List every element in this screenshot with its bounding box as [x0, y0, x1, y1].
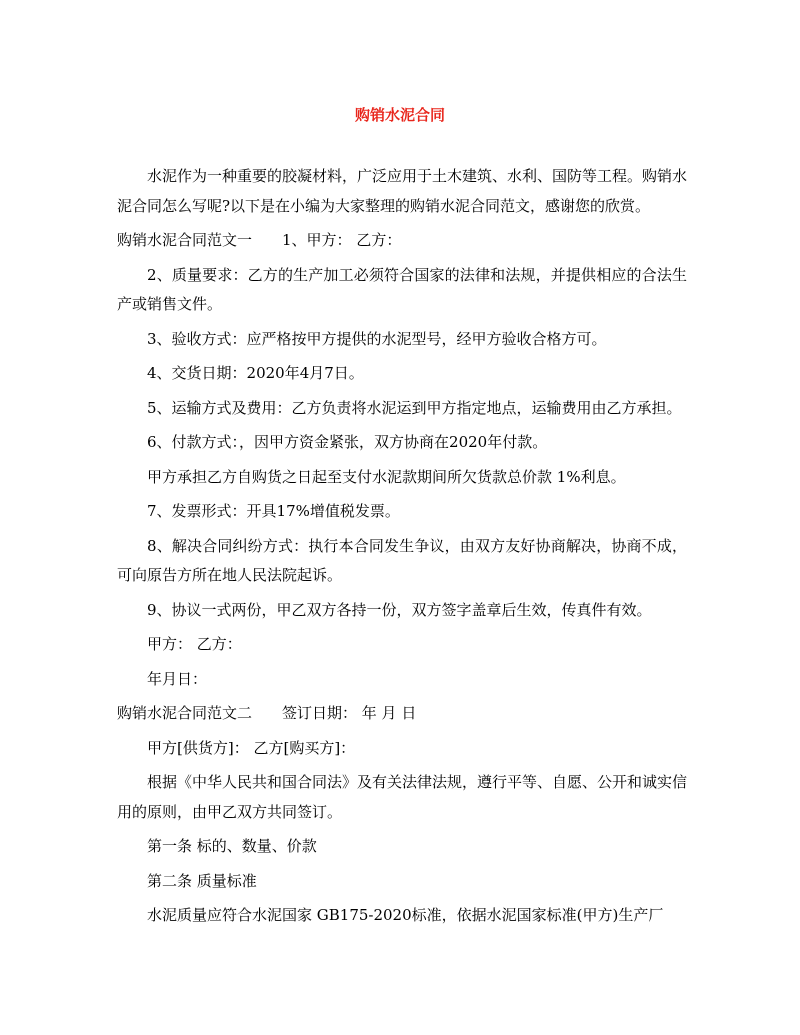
document-body: [117, 162, 687, 936]
quality-standard-text: 水泥质量应符合水泥国家 GB175-2020标准，依据水泥国家标准(甲方)生产厂: [147, 906, 664, 924]
sample1-date: 年月日：: [147, 669, 208, 688]
sample2-heading: 购销水泥合同范文二: [117, 704, 253, 722]
clause-payment: 6、付款方式：，因甲方资金紧张，双方协商在2020年付款。: [147, 433, 548, 451]
sample1-party-line: 1、甲方： 乙方：: [282, 231, 402, 249]
clause-copies: 9、协议一式两份，甲乙双方各持一份，双方签字盖章后生效，传真件有效。: [147, 600, 652, 619]
intro-paragraph: 水泥作为一种重要的胶凝材料，广泛应用于土木建筑、水利、国防等工程。购销水泥合同怎么写呢?以下是在小编为大家整理的购销水泥合同范文，感谢您的欣赏。: [117, 167, 688, 215]
document-title: 购销水泥合同: [354, 106, 445, 124]
clause-quality: 2、质量要求：乙方的生产加工必须符合国家的法律和法规，并提供相应的合法生产或销售文件。: [117, 265, 687, 313]
sample2-sign-date: 签订日期： 年 月 日: [282, 704, 417, 722]
sample1-signatures: 甲方： 乙方：: [147, 635, 242, 653]
sample2-preamble: 根据《中华人民共和国合同法》及有关法律法规，遵行平等、自愿、公开和诚实信用的原则，由甲乙双方共同签订。: [117, 773, 688, 821]
clause-delivery-date: 4、交货日期：2020年4月7日。: [147, 364, 364, 382]
clause-interest: 甲方承担乙方自购货之日起至支付水泥款期间所欠货款总价款 1%利息。: [147, 467, 626, 486]
sample1-heading: 购销水泥合同范文一: [117, 231, 253, 249]
article-2: 第二条 质量标准: [147, 871, 257, 890]
clause-invoice: 7、发票形式：开具17%增值税发票。: [147, 502, 400, 520]
sample2-heading-line: [117, 699, 687, 729]
sample1-heading-line: [117, 226, 687, 256]
clause-dispute: 8、解决合同纠纷方式：执行本合同发生争议，由双方友好协商解决，协商不成，可向原告方所在地人民法院起诉。: [117, 536, 687, 584]
article-1: 第一条 标的、数量、价款: [147, 837, 317, 855]
clause-transport: 5、运输方式及费用：乙方负责将水泥运到甲方指定地点，运输费用由乙方承担。: [147, 398, 682, 417]
clause-acceptance: 3、验收方式：应严格按甲方提供的水泥型号，经甲方验收合格方可。: [147, 329, 607, 348]
sample2-parties: 甲方[供货方]： 乙方[购买方]：: [147, 738, 356, 757]
